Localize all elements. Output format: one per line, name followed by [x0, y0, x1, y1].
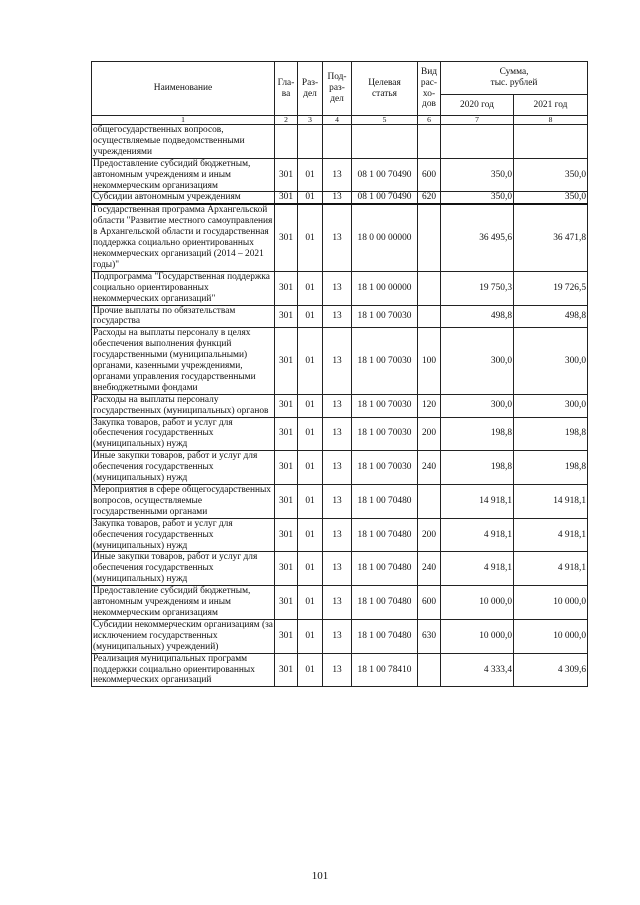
row-sum-2020: 350,0: [441, 192, 514, 204]
table-row: [92, 204, 588, 271]
table-row: [92, 552, 588, 586]
row-name: общегосударственных вопросов, осуществляемые подведомственными учреждениями: [92, 125, 275, 159]
row-sum-2020: 300,0: [441, 394, 514, 417]
row-name: Подпрограмма "Государственная поддержка социально ориентированных некоммерческих организаций": [92, 271, 275, 305]
row-glava: 301: [275, 417, 298, 451]
row-name: Иные закупки товаров, работ и услуг для обеспечения государственных (муниципальных) нужд: [92, 552, 275, 586]
row-vid: 600: [418, 586, 441, 620]
row-target: 18 1 00 70030: [352, 417, 418, 451]
row-vid: [418, 485, 441, 519]
row-vid: 620: [418, 192, 441, 204]
row-sum-2020: 198,8: [441, 451, 514, 485]
row-razdel: 01: [298, 518, 323, 552]
row-sum-2021: 198,8: [514, 417, 588, 451]
row-sum-2021: [514, 125, 588, 159]
row-razdel: 01: [298, 204, 323, 271]
page-number: 101: [311, 870, 329, 882]
row-podrazdel: 13: [323, 204, 352, 271]
row-razdel: 01: [298, 305, 323, 328]
header-glava: Гла- ва: [275, 62, 298, 116]
row-target: 18 0 00 00000: [352, 204, 418, 271]
row-sum-2021: 4 918,1: [514, 552, 588, 586]
table-row: [92, 328, 588, 394]
row-name: Расходы на выплаты персоналу государственных (муниципальных) органов: [92, 394, 275, 417]
row-name: Мероприятия в сфере общегосударственных вопросов, осуществляемые государственными органами: [92, 485, 275, 519]
row-razdel: 01: [298, 192, 323, 204]
row-razdel: 01: [298, 394, 323, 417]
row-vid: 240: [418, 451, 441, 485]
row-glava: 301: [275, 485, 298, 519]
row-podrazdel: 13: [323, 305, 352, 328]
row-glava: 301: [275, 394, 298, 417]
row-vid: [418, 271, 441, 305]
row-vid: [418, 305, 441, 328]
table-row: [92, 653, 588, 687]
col-num-1: 1: [92, 116, 275, 125]
row-glava: 301: [275, 653, 298, 687]
row-razdel: 01: [298, 451, 323, 485]
row-podrazdel: 13: [323, 158, 352, 192]
header-razdel: Раз- дел: [298, 62, 323, 116]
row-sum-2020: 19 750,3: [441, 271, 514, 305]
row-sum-2020: 498,8: [441, 305, 514, 328]
row-razdel: [298, 125, 323, 159]
row-vid: 240: [418, 552, 441, 586]
row-target: 18 1 00 70030: [352, 394, 418, 417]
row-razdel: 01: [298, 653, 323, 687]
row-sum-2020: 10 000,0: [441, 586, 514, 620]
header-podrazdel: Под- раз- дел: [323, 62, 352, 116]
row-sum-2021: 36 471,8: [514, 204, 588, 271]
row-target: 08 1 00 70490: [352, 192, 418, 204]
header-name: Наименование: [92, 62, 275, 116]
row-target: 18 1 00 70030: [352, 305, 418, 328]
row-razdel: 01: [298, 271, 323, 305]
row-target: 18 1 00 00000: [352, 271, 418, 305]
row-vid: 630: [418, 619, 441, 653]
row-sum-2020: 10 000,0: [441, 619, 514, 653]
row-sum-2020: 4 918,1: [441, 518, 514, 552]
row-sum-2020: 300,0: [441, 328, 514, 394]
row-sum-2020: 4 333,4: [441, 653, 514, 687]
row-sum-2021: 19 726,5: [514, 271, 588, 305]
row-podrazdel: 13: [323, 328, 352, 394]
table-row: [92, 586, 588, 620]
row-razdel: 01: [298, 552, 323, 586]
table-row: [92, 451, 588, 485]
row-sum-2021: 350,0: [514, 192, 588, 204]
row-name: Предоставление субсидий бюджетным, автономным учреждениям и иным некоммерческим организациям: [92, 158, 275, 192]
table-row: [92, 485, 588, 519]
table-row: [92, 158, 588, 192]
row-sum-2020: 198,8: [441, 417, 514, 451]
col-num-7: 7: [441, 116, 514, 125]
row-podrazdel: 13: [323, 586, 352, 620]
row-sum-2021: 4 918,1: [514, 518, 588, 552]
row-glava: 301: [275, 305, 298, 328]
table-row: [92, 125, 588, 159]
col-num-2: 2: [275, 116, 298, 125]
row-name: Государственная программа Архангельской области "Развитие местного самоуправления в Архангельской области и государственная поддержка социально ориентированных некоммерческих организаций (2014 – 2021 годы)": [92, 204, 275, 271]
table-row: [92, 271, 588, 305]
header-2020: 2020 год: [441, 95, 514, 116]
budget-table: [91, 61, 588, 687]
row-glava: 301: [275, 158, 298, 192]
row-sum-2021: 300,0: [514, 328, 588, 394]
row-name: Иные закупки товаров, работ и услуг для обеспечения государственных (муниципальных) нужд: [92, 451, 275, 485]
row-podrazdel: 13: [323, 451, 352, 485]
row-podrazdel: 13: [323, 192, 352, 204]
col-num-6: 6: [418, 116, 441, 125]
row-podrazdel: 13: [323, 552, 352, 586]
row-razdel: 01: [298, 586, 323, 620]
row-name: Субсидии некоммерческим организациям (за исключением государственных (муниципальных) учреждений): [93, 619, 273, 652]
row-vid: 200: [418, 518, 441, 552]
table-row: [92, 192, 588, 204]
row-sum-2020: [441, 125, 514, 159]
col-num-3: 3: [298, 116, 323, 125]
row-vid: [418, 653, 441, 687]
row-sum-2020: 14 918,1: [441, 485, 514, 519]
row-glava: 301: [275, 204, 298, 271]
row-podrazdel: 13: [323, 394, 352, 417]
row-target: 18 1 00 70480: [352, 619, 418, 653]
row-vid: 600: [418, 158, 441, 192]
row-glava: 301: [275, 192, 298, 204]
row-sum-2020: 36 495,6: [441, 204, 514, 271]
table-row: [92, 518, 588, 552]
table-row: [92, 417, 588, 451]
row-glava: [275, 125, 298, 159]
table-row: [92, 394, 588, 417]
row-target: 18 1 00 70480: [352, 518, 418, 552]
row-sum-2021: 10 000,0: [514, 619, 588, 653]
row-name: Закупка товаров, работ и услуг для обеспечения государственных (муниципальных) нужд: [92, 417, 275, 451]
row-name: Предоставление субсидий бюджетным, автономным учреждениям и иным некоммерческим организациям: [92, 586, 275, 620]
row-podrazdel: 13: [323, 619, 352, 653]
row-glava: 301: [275, 586, 298, 620]
col-num-8: 8: [514, 116, 588, 125]
header-row: [92, 62, 588, 95]
row-sum-2021: 300,0: [514, 394, 588, 417]
row-glava: 301: [275, 518, 298, 552]
header-2021: 2021 год: [514, 95, 588, 116]
row-glava: 301: [275, 552, 298, 586]
row-target: 18 1 00 70480: [352, 586, 418, 620]
row-podrazdel: 13: [323, 485, 352, 519]
table-row: [92, 305, 588, 328]
row-razdel: 01: [298, 417, 323, 451]
row-podrazdel: 13: [323, 653, 352, 687]
row-sum-2020: 4 918,1: [441, 552, 514, 586]
row-razdel: 01: [298, 619, 323, 653]
row-sum-2020: 350,0: [441, 158, 514, 192]
row-target: 18 1 00 70030: [352, 328, 418, 394]
row-glava: 301: [275, 451, 298, 485]
column-numbers-row: [92, 116, 588, 125]
row-name: Закупка товаров, работ и услуг для обеспечения государственных (муниципальных) нужд: [92, 518, 275, 552]
row-glava: 301: [275, 328, 298, 394]
row-podrazdel: 13: [323, 518, 352, 552]
row-razdel: 01: [298, 158, 323, 192]
row-name: Прочие выплаты по обязательствам государства: [92, 305, 275, 328]
row-name: Реализация муниципальных программ поддержки социально ориентированных некоммерческих организаций: [92, 653, 275, 687]
row-podrazdel: [323, 125, 352, 159]
row-target: 18 1 00 78410: [352, 653, 418, 687]
row-podrazdel: 13: [323, 271, 352, 305]
row-razdel: 01: [298, 485, 323, 519]
row-sum-2021: 14 918,1: [514, 485, 588, 519]
row-target: 18 1 00 70480: [352, 552, 418, 586]
row-sum-2021: 4 309,6: [514, 653, 588, 687]
row-name: Субсидии автономным учреждениям: [92, 192, 275, 204]
row-target: 18 1 00 70030: [352, 451, 418, 485]
row-target: [352, 125, 418, 159]
row-sum-2021: 198,8: [514, 451, 588, 485]
row-glava: 301: [275, 271, 298, 305]
row-vid: [418, 125, 441, 159]
col-num-5: 5: [352, 116, 418, 125]
row-podrazdel: 13: [323, 417, 352, 451]
row-vid: 120: [418, 394, 441, 417]
header-target: Целевая статья: [352, 62, 418, 116]
row-vid: [418, 204, 441, 271]
row-vid: 200: [418, 417, 441, 451]
header-vid: Вид рас- хо- дов: [418, 62, 441, 116]
row-sum-2021: 10 000,0: [514, 586, 588, 620]
row-sum-2021: 350,0: [514, 158, 588, 192]
row-name: Расходы на выплаты персоналу в целях обеспечения выполнения функций государственными (муниципальными) органами, казенными учреждениями, органами управления государственными внебюджетными фондами: [92, 328, 275, 394]
header-sum: Сумма, тыс. рублей: [441, 62, 588, 95]
row-sum-2021: 498,8: [514, 305, 588, 328]
col-num-4: 4: [323, 116, 352, 125]
table-row: [92, 619, 588, 653]
row-vid: 100: [418, 328, 441, 394]
row-glava: 301: [275, 619, 298, 653]
row-razdel: 01: [298, 328, 323, 394]
row-target: 18 1 00 70480: [352, 485, 418, 519]
row-target: 08 1 00 70490: [352, 158, 418, 192]
